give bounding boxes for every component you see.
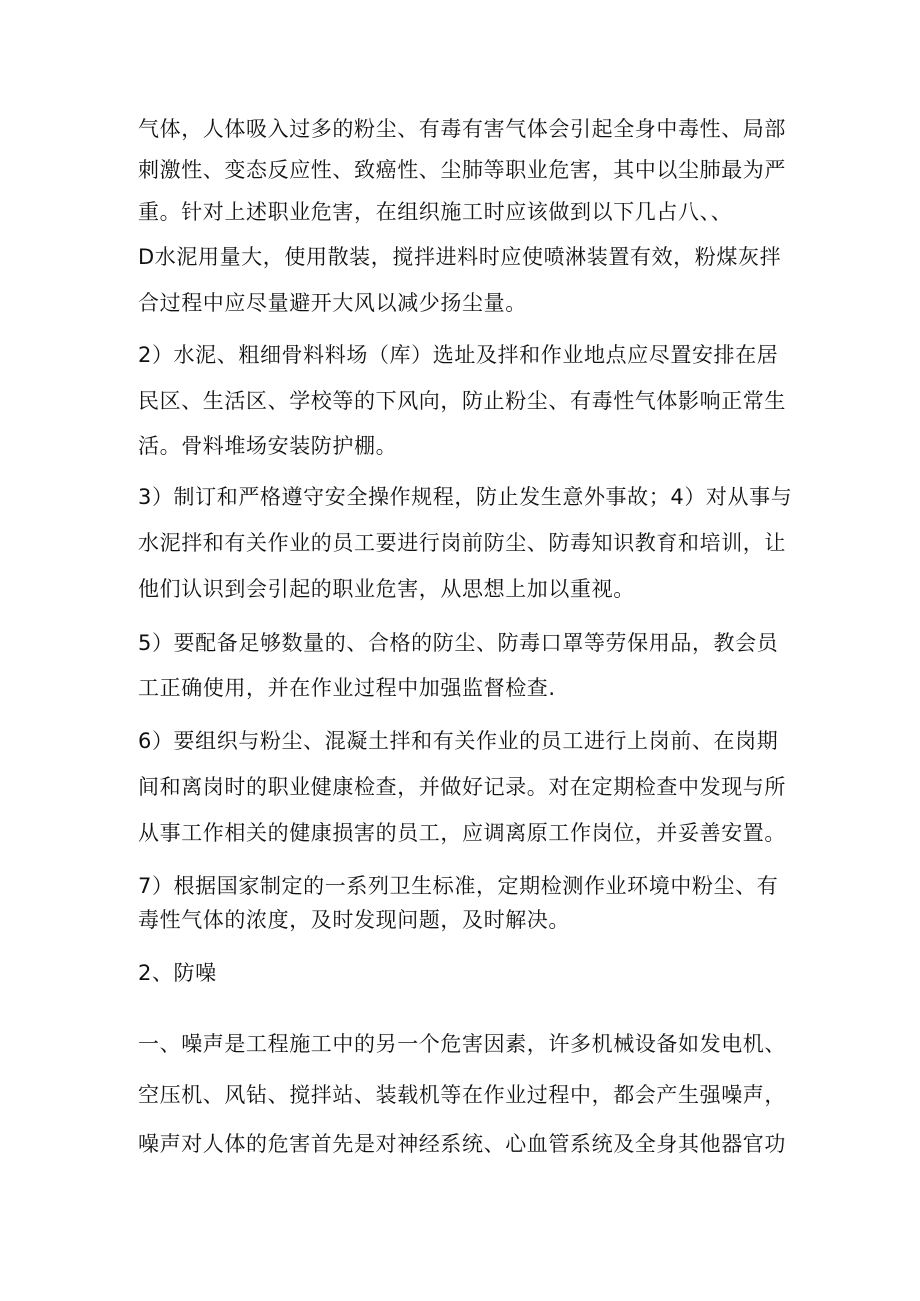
text-line: 空压机、风钻、搅拌站、装载机等在作业过程中，都会产生强噪声， <box>138 1083 786 1107</box>
text-line: 5）要配备足够数量的、合格的防尘、防毒口罩等劳保用品，教会员 <box>138 631 779 655</box>
text-line: 2）水泥、粗细骨料料场（库）选址及拌和作业地点应尽置安排在居 <box>138 343 779 367</box>
text-line: 他们认识到会引起的职业危害，从思想上加以重视。 <box>138 577 635 601</box>
text-line: 工正确使用，并在作业过程中加强监督检查. <box>138 676 556 700</box>
text-line: 气体，人体吸入过多的粉尘、有毒有害气体会引起全身中毒性、局部 <box>138 117 786 141</box>
text-line: 从事工作相关的健康损害的员工，应调离原工作岗位，并妥善安置。 <box>138 821 786 845</box>
text-line: 间和离岗时的职业健康检查，并做好记录。对在定期检查中发现与所 <box>138 775 786 799</box>
text-line: 毒性气体的浓度，及时发现问题，及时解决。 <box>138 908 570 932</box>
text-line: 民区、生活区、学校等的下风向，防止粉尘、有毒性气体影响正常生 <box>138 389 786 413</box>
text-line: 水泥拌和有关作业的员工要进行岗前防尘、防毒知识教育和培训，让 <box>138 531 786 555</box>
text-line: 刺激性、变态反应性、致癌性、尘肺等职业危害，其中以尘肺最为严 <box>138 158 786 182</box>
section-heading: 2、防噪 <box>138 961 217 985</box>
text-line: 一、噪声是工程施工中的另一个危害因素，许多机械设备如发电机、 <box>138 1032 786 1056</box>
text-line: 合过程中应尽量避开大风以减少扬尘量。 <box>138 291 527 315</box>
text-line: 7）根据国家制定的一系列卫生标准，定期检测作业环境中粉尘、有 <box>138 874 779 898</box>
text-line: 噪声对人体的危害首先是对神经系统、心血管系统及全身其他器官功 <box>138 1132 786 1156</box>
text-line: 活。骨料堆场安装防护棚。 <box>138 434 398 458</box>
text-line: 3）制订和严格遵守安全操作规程，防止发生意外事故；4）对从事与 <box>138 485 793 509</box>
text-line: 重。针对上述职业危害，在组织施工时应该做到以下几占八、、 <box>138 200 733 224</box>
text-line: 6）要组织与粉尘、混凝土拌和有关作业的员工进行上岗前、在岗期 <box>138 729 779 753</box>
text-line: D水泥用量大，使用散装，搅拌进料时应使喷淋装置有效，粉煤灰拌 <box>138 245 782 269</box>
